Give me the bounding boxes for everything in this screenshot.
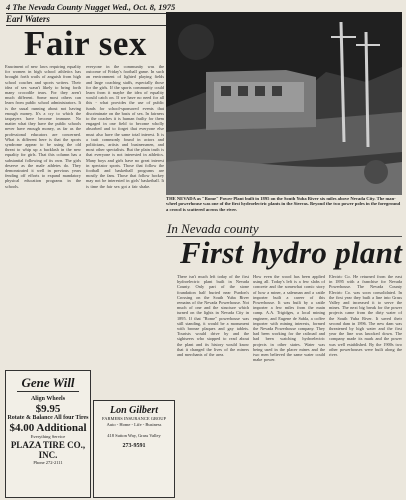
insurance-ad xyxy=(93,400,175,498)
article-left-col2: everyone in the community was the outcome of Friday's football game. In such an environment of lighted playing fields and large coaching staffs, especially those for the girls. If the sports community could learn from it maybe the idea of equality would catch on. If we have no need for all this - what provides the use of public funds for school-sponsored events that discriminate on the basis of sex. In fairness to the coaches it is human frailty for them engaged in one field to become wholly absorbed and to forget that everyone else must also have the same total interest. It is a trait commonly found in actors and politicians, artists and businessmen, and most other specialists. But the plain truth is that everyone is not interested in athletics. Many boys and girls have no great interest in spectator sports. Those that follow the football and basketball programs are mostly the fans. Those that follow hockey may not be interested in girls' basketball. It is time the fair sex got a fair shake. xyxy=(86,64,164,189)
ad-line-rotate: Rotate & Balance All four Tires xyxy=(7,415,89,421)
ad-company: FARMERS INSURANCE GROUP xyxy=(102,416,166,421)
ad-logo: Gene Will xyxy=(17,376,79,392)
headline-first-hydro-plant: First hydro plant xyxy=(180,235,403,270)
article-left-col1: Enactment of new laws requiring equality for women in high school athletics has brought forth wails of anguish from high school coaches and sports writers. Their idea of sex wasn't likely to bring forth many crocodile tears. For they aren't much different. Some most others can learn from public school administrators. It is the usual running about not having enough money. It's a cry to which the taxpayers have become immune. No matter what they have the public schools never have enough money, as far as the professional educators are concerned. What is different here is that the sports syndrome appear to be using the old threat to whip up a backlash in the new equality for girls. That this column has a substantial following of its own. The girls deserve as the male athletes do. They demonstrated it well in previous years fending off efforts to expand mandatory physical education programs in the schools. xyxy=(5,64,81,189)
column-name: Earl Waters xyxy=(6,14,50,24)
headline-fair-sex: Fair sex xyxy=(24,24,147,63)
ad-line-align: Align Wheels xyxy=(30,396,66,402)
ad-agent-phone: 273-9591 xyxy=(122,442,146,449)
plaza-tire-ad xyxy=(5,370,91,498)
ad-note: Everything Service xyxy=(30,434,66,439)
ad-price-additional: $4.00 Additional xyxy=(9,422,87,434)
masthead: 4 The Nevada County Nugget Wed., Oct. 8, 1975 xyxy=(6,2,402,14)
ad-services: Auto - Home - Life - Business xyxy=(106,421,162,427)
article-right-col2: How even the wood has been applied using all. Today's left is a few slabs of concrete and the somewhat comic story of how a miner, a salesman and a cattle importer built a career of this Powerhouse. It was built by a cattle importer a few miles from the main camp. A.A. Trigidges, a local mining engineer, and Eugene de Sabla, a coffee importer with mining interests, formed the Nevada Powerhouse company. They had been working for the railroad and had been watching hydroelectric projects in other states. Water was being used in the placer mines and the two men believed the same water could make power. xyxy=(253,274,325,363)
article-right-col1: There isn't much left today of the first hydroelectric plant built in Nevada County. Only part of the stone foundation half buried near Purdon's Crossing on the South Yuba River remains of the Nevada Powerhouse. Not much of one and the structure which turned on the lights in Nevada City in 1895. If that "Rome" powerhouse was still standing, it would be a monument with bronze plaques and gay tablets. Tourists would drive by and the sightseers who stopped to read about the plant and its history would know that it changed the lives of the miners and merchants of the area. xyxy=(177,274,249,358)
article-right-col3: Electric Co. He returned from the east in 1895 with a franchise for Nevada Powerhouse. The Nevada County Electric Co. was soon consolidated. In the first year they built a line into Grass Valley and increased it to serve the mines. The next big break for the power projects came from the dirty water of the South Yuba River. It saved their second dam in 1896. The new dam was threatened by high water and the first year the line was knocked down. The company made its mark and the power was well established. By the 1900s two other powerhouses were built along the river. xyxy=(329,274,402,358)
ad-address: 418 Sutton Way, Grass Valley xyxy=(107,433,161,438)
ad-phone: Phone 272-2111 xyxy=(33,459,63,465)
ad-price-align: $9.95 xyxy=(35,403,61,415)
ad-store-name: PLAZA TIRE CO., INC. xyxy=(10,439,86,460)
ad-agent-name: Lon Gilbert xyxy=(109,405,159,416)
hydro-plant-photo xyxy=(166,12,402,195)
photo-caption: THE NEVADA as "Rome" Power Plant built in 1895 on the South Yuba River six miles above Nevada City. The man-wheel powerhouse was one of the first hydroelectric plants in the Sierras. Beyond the two power poles in the foreground a crowd is scattered across the river. xyxy=(166,196,401,212)
kicker: In Nevada county xyxy=(167,221,259,236)
